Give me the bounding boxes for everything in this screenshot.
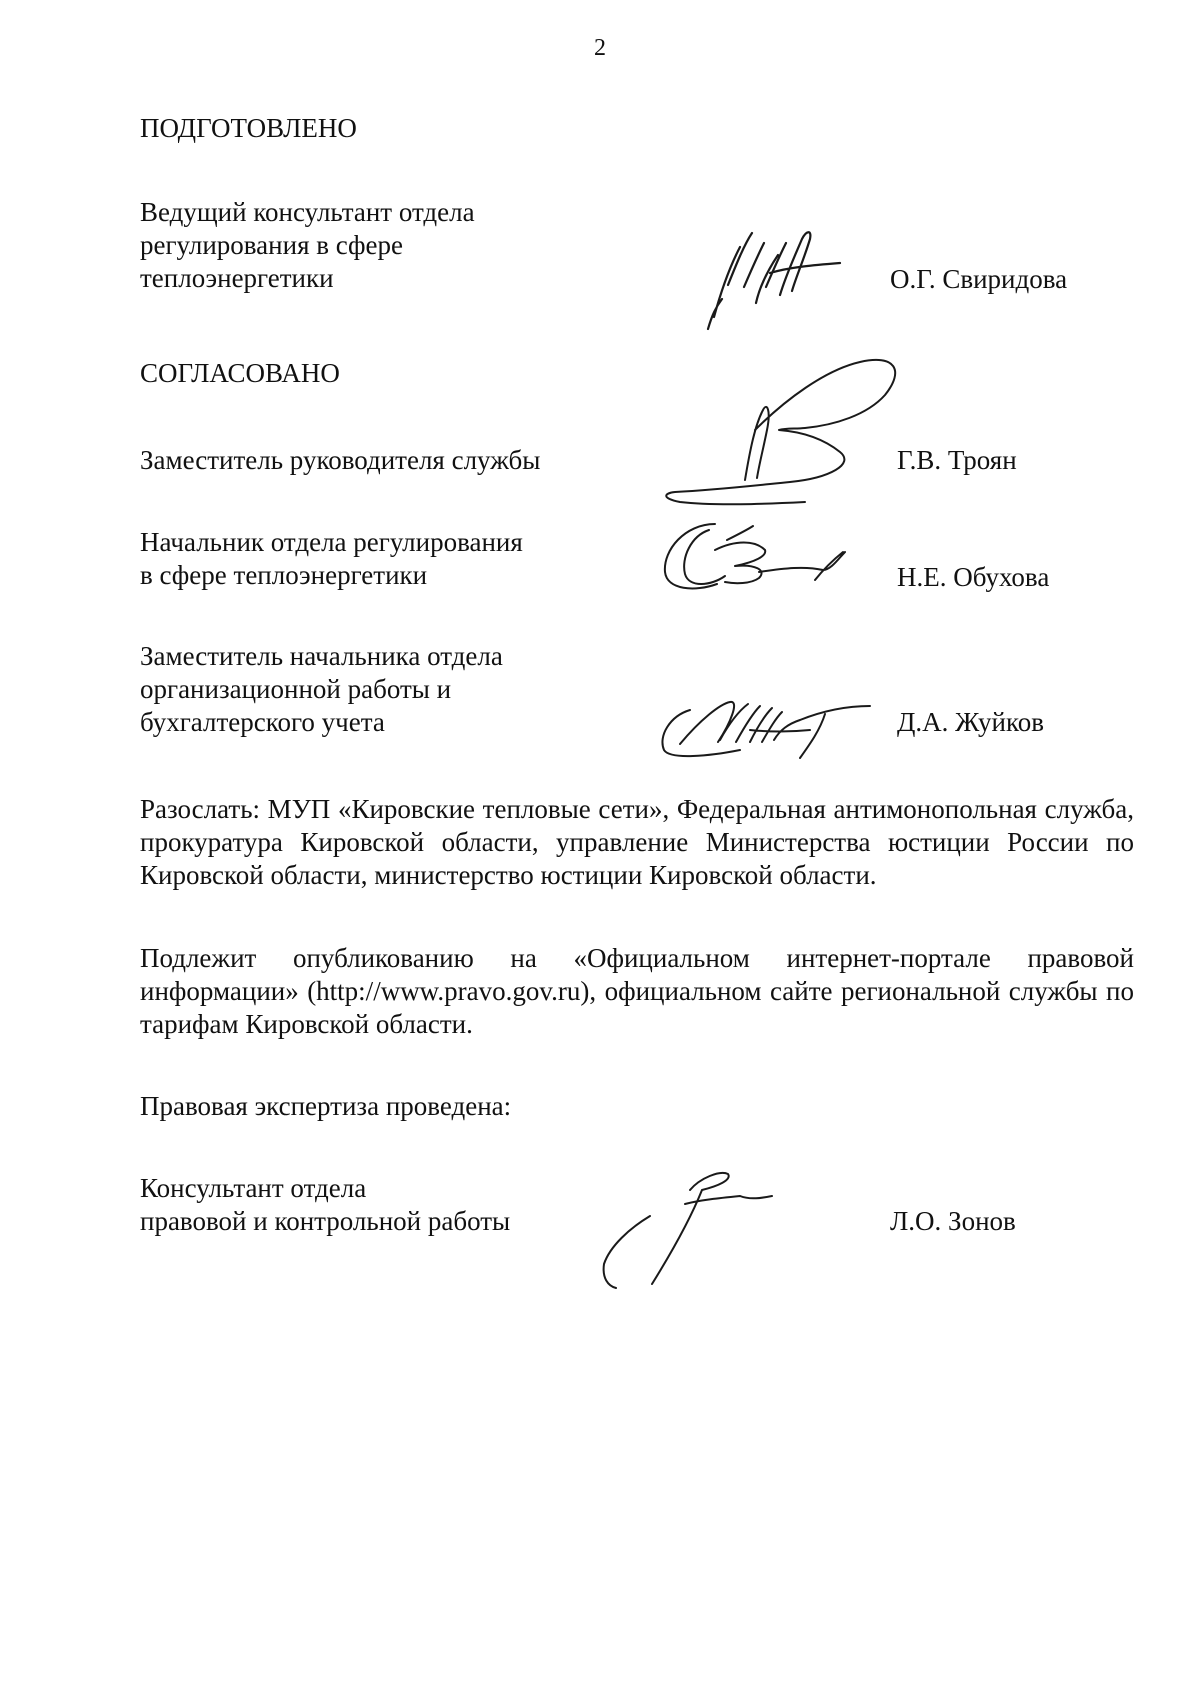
signature-obukhova xyxy=(655,510,855,600)
agreed-heading: СОГЛАСОВАНО xyxy=(140,358,340,388)
legal-review-signer-name: Л.О. Зонов xyxy=(890,1206,1016,1236)
signature-troyan xyxy=(655,340,925,515)
prepared-position-line-2: регулирования в сфере xyxy=(140,230,404,260)
page-number: 2 xyxy=(594,35,606,61)
agreed-signer-2-position-line-2: в сфере теплоэнергетики xyxy=(140,560,428,590)
legal-review-heading: Правовая экспертиза проведена: xyxy=(140,1091,512,1121)
legal-review-position-line-1: Консультант отдела xyxy=(140,1173,367,1203)
prepared-signer-name: О.Г. Свиридова xyxy=(890,264,1068,294)
prepared-position-line-3: теплоэнергетики xyxy=(140,263,334,293)
agreed-signer-3-name: Д.А. Жуйков xyxy=(897,707,1044,737)
agreed-signer-2-position-line-1: Начальник отдела регулирования xyxy=(140,527,523,557)
agreed-signer-1-position-line-1: Заместитель руководителя службы xyxy=(140,445,541,475)
legal-review-position-line-2: правовой и контрольной работы xyxy=(140,1206,511,1236)
prepared-position-line-1: Ведущий консультант отдела xyxy=(140,197,475,227)
agreed-signer-1-name: Г.В. Троян xyxy=(897,445,1017,475)
agreed-signer-3-position-line-3: бухгалтерского учета xyxy=(140,707,385,737)
prepared-heading: ПОДГОТОВЛЕНО xyxy=(140,113,357,143)
signature-sviridova xyxy=(700,225,860,335)
signature-zhuykov xyxy=(650,680,890,770)
agreed-signer-3-position-line-1: Заместитель начальника отдела xyxy=(140,641,503,671)
agreed-signer-3-position-line-2: организационной работы и xyxy=(140,674,452,704)
signature-zonov xyxy=(590,1160,790,1300)
publication-paragraph: Подлежит опубликованию на «Официальном интернет-портале правовой информации» (http://www.pravo.gov.ru), официальном сайте региональной службы по тарифам Кировской области. xyxy=(140,943,1134,1039)
distribution-paragraph: Разослать: МУП «Кировские тепловые сети», Федеральная антимонопольная служба, прокуратура Кировской области, управление Министерства юстиции России по Кировской области, министерство юстиции Кировской области. xyxy=(140,794,1134,890)
agreed-signer-2-name: Н.Е. Обухова xyxy=(897,562,1050,592)
